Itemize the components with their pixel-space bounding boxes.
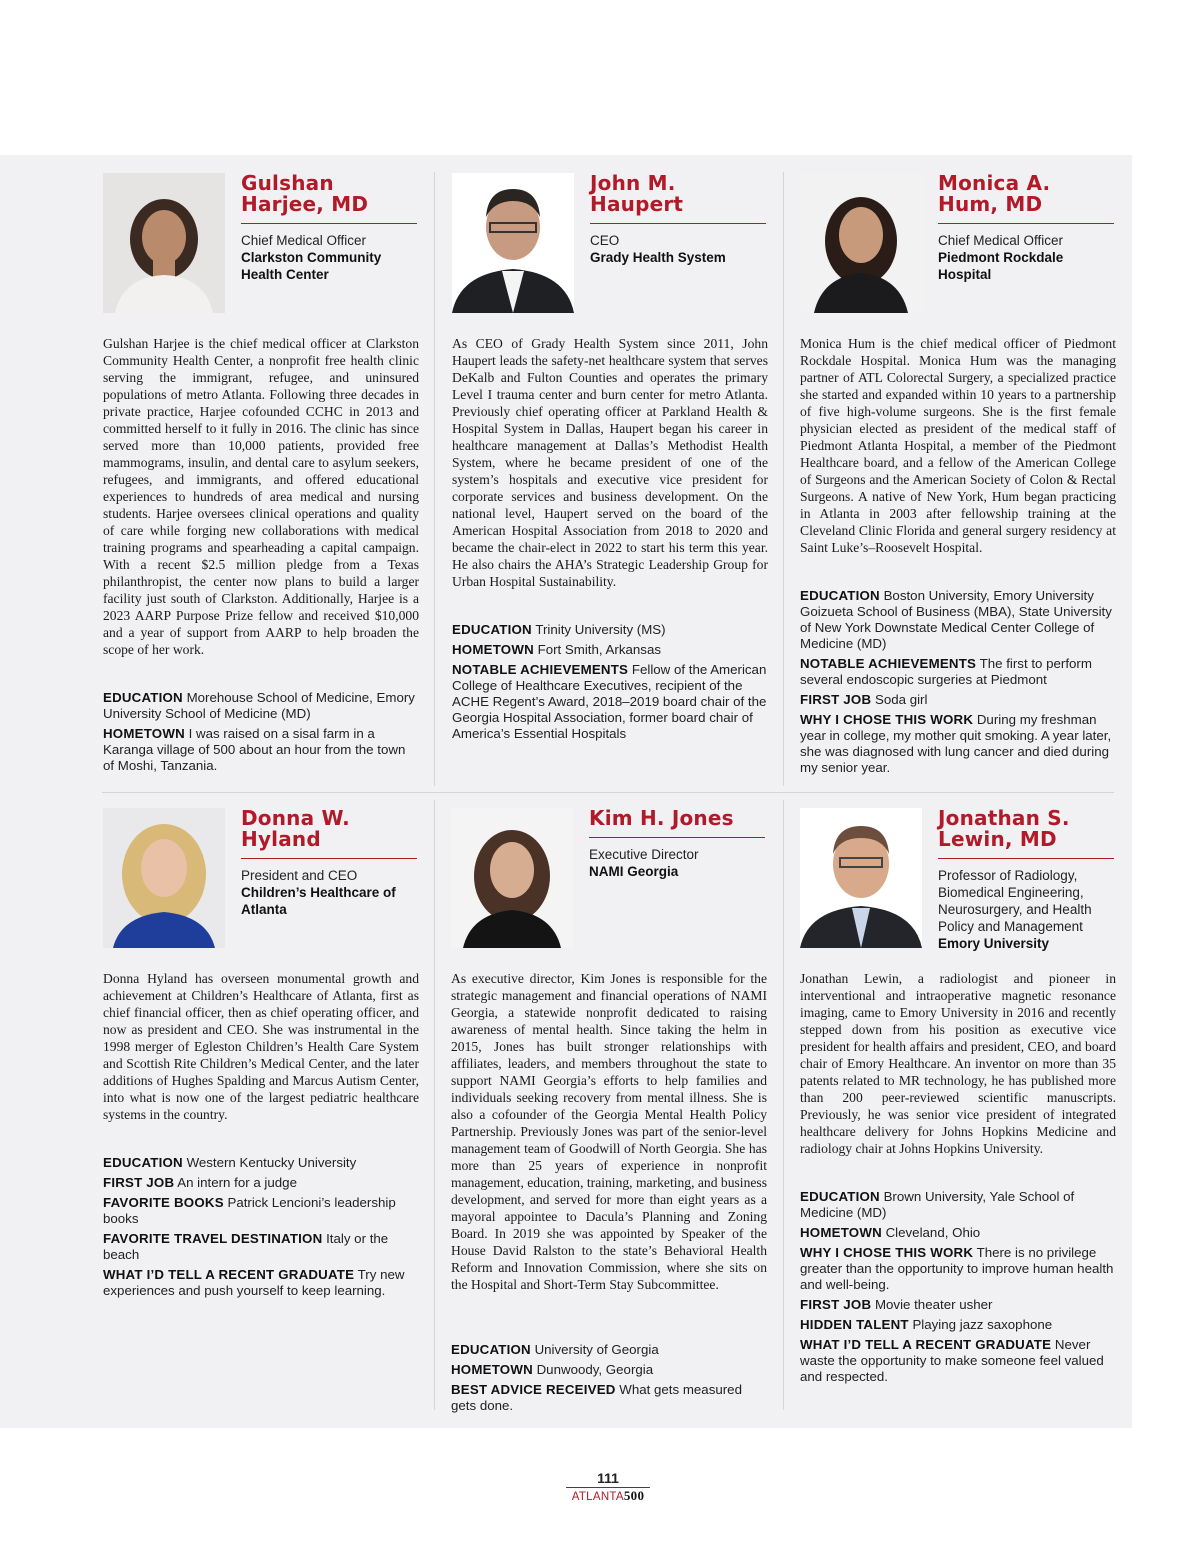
person-name: Monica A. Hum, MD	[938, 173, 1114, 224]
fact-text: Fellow of the American College of Healthcare Executives, recipient of the ACHE Regent’s Award, 2018–2019 board chair of the Georgia Hospital Association, former board chair of America’s Essential Hospitals	[452, 662, 767, 741]
fact-label: EDUCATION	[103, 1155, 183, 1170]
portrait-photo	[800, 173, 922, 313]
bio-text: Donna Hyland has overseen monumental growth and achievement at Children’s Healthcare of Atlanta, first as chief financial officer, then as chief operating officer, and now as president and CEO. She was instrumental in the 1998 merger of Egleston Children’s Health Care System and Scottish Rite Children’s Medical Center, and the later additions of Hughes Spalding and Marcus Autism Center, into what is now one of the largest pediatric healthcare systems in the country.	[103, 971, 419, 1122]
fact-item	[451, 1362, 767, 1378]
brand-text: ATLANTA	[571, 1491, 624, 1503]
fact-text: Playing jazz saxophone	[912, 1317, 1053, 1332]
fact-text: There is no privilege greater than the opportunity to improve human health and well-being.	[800, 1245, 1114, 1292]
fact-text: What gets measured gets done.	[451, 1382, 742, 1413]
fact-text: Boston University, Emory University Goizueta School of Business (MBA), State University of New York Downstate Medical Center College of Medicine (MD)	[800, 588, 1112, 651]
job-title: Executive Director	[589, 847, 699, 862]
column-divider	[434, 800, 435, 1410]
job-title: Chief Medical Officer	[241, 233, 367, 248]
fact-label: FAVORITE BOOKS	[103, 1195, 224, 1210]
fact-label: HOMETOWN	[800, 1225, 882, 1240]
portrait-photo	[452, 173, 574, 313]
fact-text: Western Kentucky University	[186, 1155, 357, 1170]
fact-text: An intern for a judge	[177, 1175, 297, 1190]
job-title: Chief Medical Officer	[938, 233, 1064, 248]
person-name: John M. Haupert	[590, 173, 766, 224]
facts-list	[800, 588, 1116, 780]
fact-item	[452, 622, 768, 638]
fact-item	[800, 588, 1116, 652]
bio-text: Monica Hum is the chief medical officer of Piedmont Rockdale Hospital. Monica Hum was the managing partner of ATL Colorectal Surgery, a specialized practice she started and expanded within 10 years to a partnership of five high-volume surgeons. She is the first female physician elected as president of the medical staff of Piedmont Atlanta Hospital, a member of the Piedmont Healthcare board, and a fellow of the American College of Surgeons and the American Society of Colon & Rectal Surgeons. A native of New York, Hum began practicing in Atlanta in 2003 after fellowship training at the Cleveland Clinic Florida and general surgery residency at Saint Luke’s–Roosevelt Hospital.	[800, 336, 1116, 555]
fact-item	[800, 1317, 1116, 1333]
column-divider	[783, 800, 784, 1410]
column-divider	[783, 172, 784, 786]
fact-item	[452, 662, 768, 742]
fact-text: Dunwoody, Georgia	[536, 1362, 654, 1377]
fact-label: NOTABLE ACHIEVEMENTS	[800, 656, 977, 671]
fact-label: EDUCATION	[451, 1342, 531, 1357]
fact-label: WHAT I’D TELL A RECENT GRADUATE	[800, 1337, 1052, 1352]
fact-text: Movie theater usher	[874, 1297, 993, 1312]
person-name: Donna W. Hyland	[241, 808, 417, 859]
fact-label: BEST ADVICE RECEIVED	[451, 1382, 616, 1397]
organization: NAMI Georgia	[589, 864, 679, 879]
organization: Emory University	[938, 936, 1050, 951]
fact-item	[800, 1297, 1116, 1313]
magazine-brand	[566, 1488, 650, 1505]
facts-list	[452, 622, 768, 746]
facts-list	[103, 690, 419, 778]
job-title: CEO	[590, 233, 620, 248]
fact-text: Cleveland, Ohio	[885, 1225, 981, 1240]
fact-label: EDUCATION	[800, 588, 880, 603]
row-divider	[102, 792, 1114, 793]
facts-list	[103, 1155, 419, 1303]
fact-item	[800, 712, 1116, 776]
fact-item	[103, 726, 419, 774]
organization: Piedmont Rockdale Hospital	[938, 250, 1064, 282]
fact-item	[103, 1175, 419, 1191]
fact-label: EDUCATION	[800, 1189, 880, 1204]
fact-label: FIRST JOB	[103, 1175, 175, 1190]
bio-text: As executive director, Kim Jones is responsible for the strategic management and financial operations of NAMI Georgia, a statewide nonprofit dedicated to raising awareness of mental health. Since taking the helm in 2015, Jones has built stronger relationships with affiliates, leaders, and members throughout the state to support NAMI Georgia’s efforts to help families and individuals seeking recovery from mental illness. She is also a cofounder of the Georgia Mental Health Policy Partnership. Previously Jones was part of the senior-level management team of Goodwill of North Georgia. She has more than 25 years of experience in nonprofit management, education, training, marketing, and business development, and served for more than eight years as a mayoral appointee to Dacula’s Planning and Zoning Board. In 2019 she was appointed by Speaker of the House David Ralston to the state’s Behavioral Health Reform and Innovation Commission, where she sits on the Hospital and Short-Term Stay Subcommittee.	[451, 971, 767, 1292]
organization: Children’s Healthcare of Atlanta	[241, 885, 396, 917]
fact-text: Morehouse School of Medicine, Emory University School of Medicine (MD)	[103, 690, 415, 721]
fact-text: Trinity University (MS)	[535, 622, 666, 637]
fact-text: The first to perform several endoscopic surgeries at Piedmont	[800, 656, 1092, 687]
job-title: President and CEO	[241, 868, 358, 883]
fact-label: FIRST JOB	[800, 692, 872, 707]
page-footer	[566, 1470, 650, 1505]
fact-item	[451, 1342, 767, 1358]
fact-item	[103, 1231, 419, 1263]
fact-text: Fort Smith, Arkansas	[537, 642, 661, 657]
fact-label: FIRST JOB	[800, 1297, 872, 1312]
bio-text: As CEO of Grady Health System since 2011, John Haupert leads the safety-net healthcare system that serves DeKalb and Fulton Counties and operates the primary Level I trauma center and burn center for metro Atlanta. Previously chief operating officer at Parkland Health & Hospital System in Dallas, Haupert began his career in healthcare management at Dallas’s Methodist Health System, where he became president of one of the system’s hospitals and executive vice president for corporate services and business development. On the national level, Haupert served on the board of the American Hospital Association from 2018 to 2020 and became the chair-elect in 2022 to start his term this year. He also chairs the AHA’s Strategic Leadership Group for Urban Hospital Sustainability.	[452, 336, 768, 589]
fact-label: HIDDEN TALENT	[800, 1317, 909, 1332]
fact-item	[800, 656, 1116, 688]
fact-label: WHY I CHOSE THIS WORK	[800, 1245, 974, 1260]
fact-text: Never waste the opportunity to make someone feel valued and respected.	[800, 1337, 1104, 1384]
fact-item	[103, 1155, 419, 1171]
facts-list	[451, 1342, 767, 1418]
bio-text: Gulshan Harjee is the chief medical officer at Clarkston Community Health Center, a nonprofit free health clinic serving the immigrant, refugee, and uninsured populations of metro Atlanta. Following three decades in private practice, Harjee cofounded CCHC in 2013 and committed herself to it fully in 2016. The clinic has since served more than 10,000 patients, provided free mammograms, insulin, and dental care to asylum seekers, refugees, and immigrants, and offered educational experiences to hundreds of area medical and nursing students. Harjee oversees clinical operations and quality of care while forging new collaborations with medical training programs and spearheading a capital campaign. With a recent $2.5 million pledge from a Texas philanthropist, the center now plans to build a larger facility just south of Clarkston. Additionally, Harjee is a 2023 AARP Purpose Prize fellow and received $10,000 and a year of support from AARP to help broaden the scope of her work.	[103, 336, 419, 657]
portrait-photo	[800, 808, 922, 948]
fact-label: FAVORITE TRAVEL DESTINATION	[103, 1231, 323, 1246]
fact-label: EDUCATION	[452, 622, 532, 637]
fact-item	[103, 1195, 419, 1227]
organization: Clarkston Community Health Center	[241, 250, 382, 282]
fact-label: NOTABLE ACHIEVEMENTS	[452, 662, 629, 677]
organization: Grady Health System	[590, 250, 726, 265]
fact-item	[800, 1189, 1116, 1221]
portrait-photo	[451, 808, 573, 948]
fact-label: HOMETOWN	[103, 726, 185, 741]
person-name: Gulshan Harjee, MD	[241, 173, 417, 224]
page-number: 111	[566, 1470, 650, 1488]
fact-label: WHAT I’D TELL A RECENT GRADUATE	[103, 1267, 355, 1282]
facts-list	[800, 1189, 1116, 1389]
fact-text: Brown University, Yale School of Medicine (MD)	[800, 1189, 1075, 1220]
fact-item	[800, 692, 1116, 708]
fact-label: HOMETOWN	[452, 642, 534, 657]
fact-item	[451, 1382, 767, 1414]
fact-label: EDUCATION	[103, 690, 183, 705]
fact-item	[103, 1267, 419, 1299]
fact-label: HOMETOWN	[451, 1362, 533, 1377]
fact-text: Patrick Lencioni’s leadership books	[103, 1195, 396, 1226]
fact-item	[800, 1245, 1116, 1293]
fact-text: I was raised on a sisal farm in a Karanga village of 500 about an hour from the town of Moshi, Tanzania.	[103, 726, 406, 773]
fact-text: University of Georgia	[534, 1342, 659, 1357]
fact-text: During my freshman year in college, my mother quit smoking. A year later, she was diagnosed with lung cancer and died during my senior year.	[800, 712, 1112, 775]
fact-text: Soda girl	[874, 692, 928, 707]
column-divider	[434, 172, 435, 786]
bio-text: Jonathan Lewin, a radiologist and pioneer in interventional and intraoperative magnetic resonance imaging, came to Emory University in 2016 and recently stepped down from his position as executive vice president for health affairs and president, CEO, and board chair of Emory Healthcare. An inventor on more than 35 patents related to MR technology, he has published more than 200 peer-reviewed scientific manuscripts. Previously, he was senior vice president of integrated healthcare delivery for Johns Hopkins Medicine and radiology chair at Johns Hopkins University.	[800, 971, 1116, 1156]
person-name: Kim H. Jones	[589, 808, 765, 838]
fact-item	[800, 1225, 1116, 1241]
brand-number: 500	[623, 1488, 645, 1503]
fact-item	[800, 1337, 1116, 1385]
person-name: Jonathan S. Lewin, MD	[938, 808, 1114, 859]
fact-item	[103, 690, 419, 722]
job-title: Professor of Radiology, Biomedical Engineering, Neurosurgery, and Health Policy and Management	[938, 868, 1092, 934]
fact-text: Try new experiences and push yourself to keep learning.	[103, 1267, 405, 1298]
fact-label: WHY I CHOSE THIS WORK	[800, 712, 974, 727]
portrait-photo	[103, 808, 225, 948]
portrait-photo	[103, 173, 225, 313]
fact-text: Italy or the beach	[103, 1231, 389, 1262]
fact-item	[452, 642, 768, 658]
